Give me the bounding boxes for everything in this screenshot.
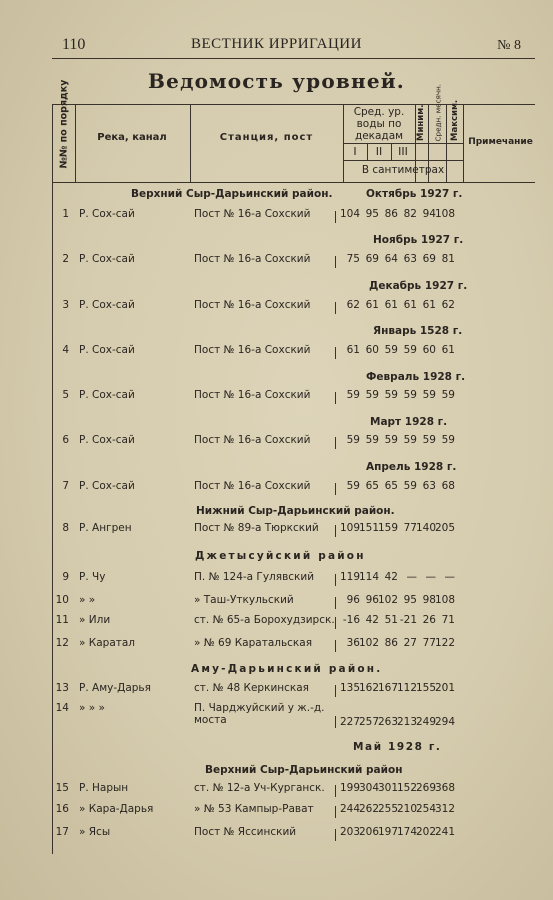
month-heading: Ноябрь 1927 г. [373, 234, 464, 246]
river-name: » Или [79, 614, 111, 626]
value-separator [335, 483, 336, 495]
level-value: 269 [415, 782, 436, 794]
level-value: 59 [384, 389, 398, 401]
station-name: » № 53 Кампыр-Рават [194, 803, 314, 815]
river-name: Р. Аму-Дарья [79, 682, 151, 694]
river-name: Р. Чу [79, 571, 106, 583]
value-separator [335, 829, 336, 841]
level-value: 119 [339, 571, 360, 583]
col-header-max: Максим. [450, 99, 460, 141]
level-value: 27 [403, 637, 417, 649]
station-name: Пост № 16-а Сохский [194, 389, 311, 401]
level-value: 241 [434, 826, 455, 838]
row-number: 15 [55, 782, 69, 794]
level-value: 199 [339, 782, 360, 794]
level-value: 61 [422, 299, 436, 311]
level-value: 254 [415, 803, 436, 815]
region-heading: Аму-Дарьинский район. [191, 663, 383, 675]
river-name: » » [79, 594, 96, 606]
col-header-river: Река, канал [97, 132, 167, 143]
col-header-no: №№ по порядку [58, 79, 70, 169]
table-row [53, 434, 535, 454]
value-separator [335, 640, 336, 652]
level-value: 159 [377, 522, 398, 534]
level-value: 294 [434, 716, 455, 728]
table-row [53, 480, 535, 500]
month-heading: Январь 1528 г. [373, 325, 463, 337]
level-value: 108 [434, 594, 455, 606]
level-value: 69 [422, 253, 436, 265]
table-row [53, 594, 535, 614]
level-value: 263 [377, 716, 398, 728]
region-heading: Джетысуйский район [195, 550, 366, 562]
table-row [53, 782, 535, 802]
level-value: 86 [384, 208, 398, 220]
level-value: 59 [384, 344, 398, 356]
level-value: -21 [399, 614, 417, 626]
level-value: — [425, 571, 436, 583]
station-name: Пост № 89-а Тюркский [194, 522, 319, 534]
level-value: 140 [415, 522, 436, 534]
level-value: 249 [415, 716, 436, 728]
level-value: 51 [384, 614, 398, 626]
level-value: 95 [403, 594, 417, 606]
table-row [53, 208, 535, 228]
level-value: 81 [441, 253, 455, 265]
level-value: 368 [434, 782, 455, 794]
level-value: 104 [339, 208, 360, 220]
level-value: 108 [434, 208, 455, 220]
level-value: 174 [396, 826, 417, 838]
station-name: Пост № 16-а Сохский [194, 299, 311, 311]
value-separator [335, 256, 336, 268]
river-name: Р. Сох-сай [79, 480, 135, 492]
level-value: 98 [422, 594, 436, 606]
level-value: 68 [441, 480, 455, 492]
level-value: 114 [358, 571, 379, 583]
month-heading: Декабрь 1927 г. [369, 280, 468, 292]
level-value: — [444, 571, 455, 583]
row-number: 6 [62, 434, 69, 446]
value-separator [335, 211, 336, 223]
region-heading: Нижний Сыр-Дарьинский район. [196, 505, 395, 517]
region-heading: Верхний Сыр-Дарьинский район [205, 764, 403, 776]
level-value: 59 [403, 344, 417, 356]
level-value: 201 [434, 682, 455, 694]
level-value: 63 [422, 480, 436, 492]
station-name: ст. № 65-а Борохудзирск. [194, 614, 335, 626]
river-name: Р. Сох-сай [79, 253, 135, 265]
level-value: 151 [358, 522, 379, 534]
col-header-decade-3: III [398, 145, 408, 158]
level-value: 244 [339, 803, 360, 815]
level-value: 203 [339, 826, 360, 838]
month-heading: Февраль 1928 г. [366, 371, 466, 383]
row-number: 11 [55, 614, 69, 626]
river-name: » Кара-Дарья [79, 803, 154, 815]
river-name: Р. Ангрен [79, 522, 132, 534]
row-number: 10 [55, 594, 69, 606]
col-header-decade-2: II [375, 145, 383, 158]
table-row [53, 803, 535, 823]
level-value: 257 [358, 716, 379, 728]
level-value: 152 [396, 782, 417, 794]
month-heading: Март 1928 г. [370, 416, 448, 428]
level-value: 60 [422, 344, 436, 356]
header-rule [52, 58, 535, 59]
level-value: 213 [396, 716, 417, 728]
row-number: 16 [55, 803, 69, 815]
level-value: 65 [384, 480, 398, 492]
col-header-min: Миним. [416, 104, 426, 141]
station-name: ст. № 48 Керкинская [194, 682, 309, 694]
station-name: П. № 124-а Гулявский [194, 571, 315, 583]
level-value: 206 [358, 826, 379, 838]
level-value: 59 [365, 434, 379, 446]
level-value: 301 [377, 782, 398, 794]
level-value: 63 [403, 253, 417, 265]
river-name: Р. Сох-сай [79, 299, 135, 311]
station-name: ст. № 12-а Уч-Курганск. [194, 782, 325, 794]
col-header-station: Станция, пост [219, 132, 314, 143]
level-value: 167 [377, 682, 398, 694]
col-rule-no [75, 104, 76, 182]
row-number: 5 [62, 389, 69, 401]
table-row [53, 389, 535, 409]
table-row [53, 253, 535, 273]
row-number: 9 [62, 571, 69, 583]
table-row [53, 637, 535, 657]
river-name: Р. Сох-сай [79, 344, 135, 356]
level-value: 65 [365, 480, 379, 492]
col-rule-river [190, 104, 191, 182]
station-name: П. Чарджуйский у ж.-д. моста [194, 702, 325, 726]
station-name: » Таш-Уткульский [194, 594, 294, 606]
document-title: Ведомость уровней. [148, 69, 405, 93]
value-separator [335, 392, 336, 404]
row-number: 14 [55, 702, 69, 714]
level-value: 102 [377, 594, 398, 606]
value-separator [335, 716, 336, 728]
value-separator [335, 785, 336, 797]
level-value: 96 [346, 594, 360, 606]
level-value: 95 [365, 208, 379, 220]
level-value: 59 [365, 389, 379, 401]
decade-header-rule [343, 143, 463, 144]
station-name: Пост № 16-а Сохский [194, 208, 311, 220]
level-value: 227 [339, 716, 360, 728]
units-header-rule [343, 160, 463, 161]
month-heading: Апрель 1928 г. [366, 461, 457, 473]
col-header-avg-month: Средн. месячн. [433, 83, 443, 142]
level-value: 61 [441, 344, 455, 356]
level-value: 59 [441, 434, 455, 446]
level-value: 59 [346, 480, 360, 492]
page-number: 110 [62, 36, 86, 53]
level-value: 77 [422, 637, 436, 649]
level-value: 135 [339, 682, 360, 694]
table-row [53, 344, 535, 364]
value-separator [335, 525, 336, 537]
level-value: -16 [342, 614, 360, 626]
level-value: 59 [384, 434, 398, 446]
row-number: 4 [62, 344, 69, 356]
level-value: 82 [403, 208, 417, 220]
level-value: 155 [415, 682, 436, 694]
station-name: Пост № 16-а Сохский [194, 344, 311, 356]
river-name: Р. Сох-сай [79, 389, 135, 401]
table-row [53, 571, 535, 591]
river-name: » Каратал [79, 637, 136, 649]
level-value: 162 [358, 682, 379, 694]
col-header-avg-level: Сред. ур. воды по декадам [353, 106, 405, 142]
journal-title: ВЕСТНИК ИРРИГАЦИИ [191, 36, 362, 52]
level-value: 59 [346, 389, 360, 401]
level-value: 71 [441, 614, 455, 626]
level-value: 75 [346, 253, 360, 265]
col-rule-max [463, 104, 464, 182]
level-value: 69 [365, 253, 379, 265]
col-header-decade-1: I [353, 145, 357, 158]
level-value: 60 [365, 344, 379, 356]
value-separator [335, 597, 336, 609]
level-value: 59 [422, 434, 436, 446]
row-number: 12 [55, 637, 69, 649]
level-value: 94 [422, 208, 436, 220]
level-value: 59 [441, 389, 455, 401]
table-row [53, 614, 535, 634]
value-separator [335, 806, 336, 818]
level-value: 62 [441, 299, 455, 311]
level-value: 59 [403, 480, 417, 492]
level-value: 96 [365, 594, 379, 606]
river-name: Р. Нарын [79, 782, 129, 794]
station-name: Пост № 16-а Сохский [194, 434, 311, 446]
level-value: 202 [415, 826, 436, 838]
value-separator [335, 347, 336, 359]
level-value: 42 [384, 571, 398, 583]
level-value: 61 [384, 299, 398, 311]
level-value: 197 [377, 826, 398, 838]
level-value: 61 [346, 344, 360, 356]
river-name: » Ясы [79, 826, 111, 838]
level-value: 61 [403, 299, 417, 311]
level-value: 262 [358, 803, 379, 815]
level-value: 109 [339, 522, 360, 534]
level-value: 205 [434, 522, 455, 534]
month-heading: Октябрь 1927 г. [366, 188, 463, 200]
page-header [0, 36, 553, 58]
level-value: 210 [396, 803, 417, 815]
level-value: 312 [434, 803, 455, 815]
row-number: 2 [62, 253, 69, 265]
value-separator [335, 437, 336, 449]
table-row [53, 702, 535, 728]
row-number: 1 [62, 208, 69, 220]
units-label: В сантиметрах [361, 164, 445, 176]
level-value: 102 [358, 637, 379, 649]
level-value: 86 [384, 637, 398, 649]
value-separator [335, 302, 336, 314]
level-value: 26 [422, 614, 436, 626]
level-value: 59 [403, 434, 417, 446]
station-name: Пост № Яссинский [194, 826, 297, 838]
river-name: Р. Сох-сай [79, 434, 135, 446]
level-value: 61 [365, 299, 379, 311]
level-value: 255 [377, 803, 398, 815]
col-header-note: Примечание [468, 137, 533, 147]
station-name: » № 69 Каратальская [194, 637, 313, 649]
level-value: 304 [358, 782, 379, 794]
month-heading: Май 1928 г. [353, 741, 442, 753]
row-number: 17 [55, 826, 69, 838]
level-value: 36 [346, 637, 360, 649]
issue-number: № 8 [497, 38, 521, 53]
level-value: 59 [403, 389, 417, 401]
level-value: 112 [396, 682, 417, 694]
station-name: Пост № 16-а Сохский [194, 480, 311, 492]
row-number: 13 [55, 682, 69, 694]
table-row [53, 826, 535, 846]
table-row [53, 682, 535, 702]
level-value: 62 [346, 299, 360, 311]
value-separator [335, 685, 336, 697]
level-value: 122 [434, 637, 455, 649]
row-number: 3 [62, 299, 69, 311]
level-value: 77 [403, 522, 417, 534]
level-value: — [406, 571, 417, 583]
river-name: Р. Сох-сай [79, 208, 135, 220]
table-row [53, 522, 535, 542]
table-header-border [53, 182, 535, 183]
level-value: 42 [365, 614, 379, 626]
river-name: » » » [79, 702, 105, 714]
level-value: 64 [384, 253, 398, 265]
row-number: 7 [62, 480, 69, 492]
value-separator [335, 574, 336, 586]
level-value: 59 [422, 389, 436, 401]
table-row [53, 299, 535, 319]
region-heading: Верхний Сыр-Дарьинский район. [131, 188, 333, 200]
value-separator [335, 617, 336, 629]
station-name: Пост № 16-а Сохский [194, 253, 311, 265]
row-number: 8 [62, 522, 69, 534]
level-value: 59 [346, 434, 360, 446]
